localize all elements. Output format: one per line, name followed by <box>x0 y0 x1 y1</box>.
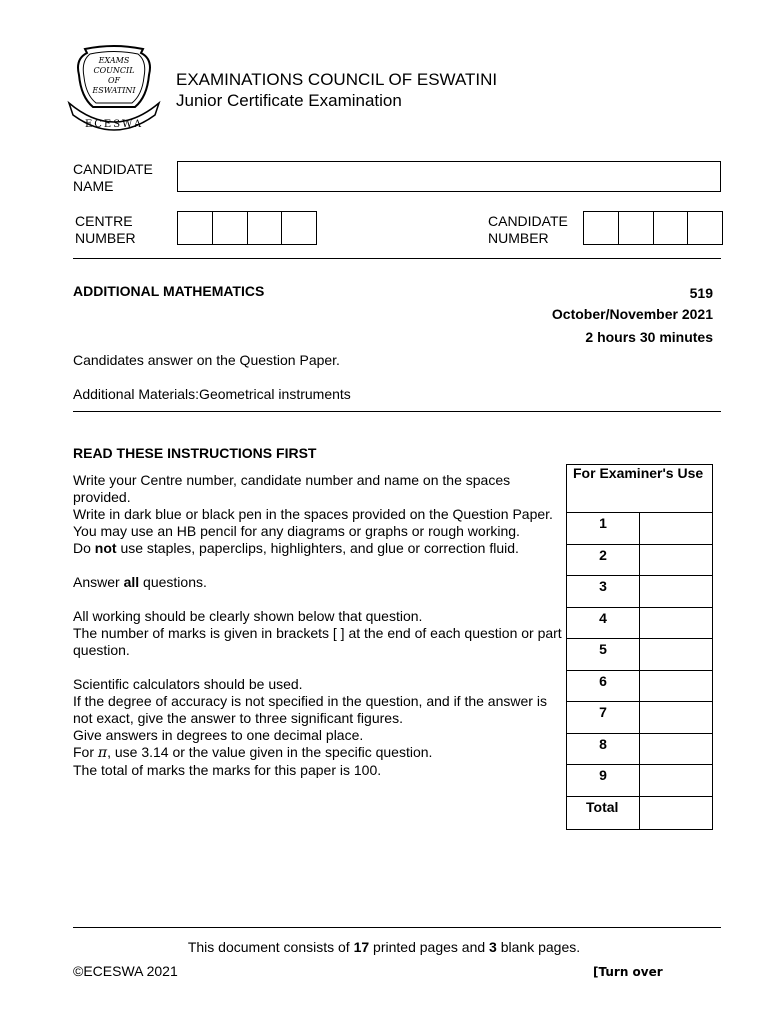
logo-text-4: ESWATINI <box>92 86 136 95</box>
text: For <box>73 744 98 760</box>
question-number: 4 <box>567 608 640 639</box>
table-row <box>567 545 712 577</box>
logo-text-2: COUNCIL <box>93 66 135 75</box>
total-mark-cell[interactable] <box>640 797 712 829</box>
emphasis: all <box>123 574 140 590</box>
instruction-line: All working should be clearly shown below that question. <box>73 608 423 624</box>
instruction-line <box>73 540 563 557</box>
table-row <box>567 765 712 797</box>
instruction-line <box>73 744 563 762</box>
footer-divider <box>73 927 721 928</box>
examiner-use-table <box>566 464 713 830</box>
mark-cell[interactable] <box>640 734 712 765</box>
centre-number-label <box>75 213 136 247</box>
question-number: 5 <box>567 639 640 670</box>
question-number: 7 <box>567 702 640 733</box>
text: Answer <box>73 574 124 590</box>
text: This document consists of <box>187 939 354 955</box>
printed-page-count: 17 <box>353 939 370 955</box>
divider <box>73 258 721 259</box>
copyright: ©ECESWA 2021 <box>73 963 178 979</box>
mark-cell[interactable] <box>640 576 712 607</box>
logo-text-1: EXAMS <box>98 56 130 65</box>
mark-cell[interactable] <box>640 765 712 796</box>
table-row <box>567 513 712 545</box>
turn-over-note: [Turn over <box>593 965 663 979</box>
candidate-number-field[interactable] <box>583 211 723 245</box>
instruction-line: The number of marks is given in brackets [ ] at the end of each question or part question. <box>73 625 562 658</box>
instruction-line: Write your Centre number, candidate number and name on the spaces provided. <box>73 472 511 505</box>
divider <box>73 411 721 412</box>
centre-digit-box[interactable] <box>213 212 248 244</box>
centre-number-label-line1: CENTRE <box>75 213 133 229</box>
question-number: 8 <box>567 734 640 765</box>
logo-text-3: OF <box>107 76 121 85</box>
centre-digit-box[interactable] <box>248 212 283 244</box>
candidate-digit-box[interactable] <box>584 212 619 244</box>
instruction-line: Write in dark blue or black pen in the spaces provided on the Question Paper. <box>73 506 553 522</box>
candidate-number-label <box>488 213 568 247</box>
centre-digit-box[interactable] <box>178 212 213 244</box>
total-label: Total <box>567 797 640 829</box>
page-count-note <box>0 939 768 956</box>
text: questions. <box>139 574 207 590</box>
pi-symbol: π <box>97 745 108 761</box>
candidate-digit-box[interactable] <box>619 212 654 244</box>
candidate-name-field[interactable] <box>177 161 721 192</box>
text: use staples, paperclips, highlighters, and glue or correction fluid. <box>116 540 519 556</box>
mark-cell[interactable] <box>640 513 712 544</box>
emphasis: not <box>94 540 117 556</box>
question-number: 6 <box>567 671 640 702</box>
mark-cell[interactable] <box>640 639 712 670</box>
centre-number-label-line2: NUMBER <box>75 230 136 246</box>
candidate-number-label-line2: NUMBER <box>488 230 549 246</box>
table-row <box>567 639 712 671</box>
candidate-digit-box[interactable] <box>688 212 722 244</box>
exam-duration: 2 hours 30 minutes <box>585 329 713 345</box>
instruction-line: If the degree of accuracy is not specified in the question, and if the answer is not exact, give the answer to three significant figures. <box>73 693 547 726</box>
mark-cell[interactable] <box>640 702 712 733</box>
instruction-line: Give answers in degrees to one decimal place. <box>73 727 364 743</box>
centre-number-field[interactable] <box>177 211 317 245</box>
question-number: 2 <box>567 545 640 576</box>
instruction-line <box>73 574 563 591</box>
text: Do <box>73 540 95 556</box>
table-row <box>567 608 712 640</box>
exam-session: October/November 2021 <box>551 306 713 322</box>
instruction-line: You may use an HB pencil for any diagrams or graphs or rough working. <box>73 523 520 539</box>
paper-code: 519 <box>689 285 713 301</box>
additional-materials: Additional Materials:Geometrical instruments <box>73 386 351 402</box>
instructions-heading: READ THESE INSTRUCTIONS FIRST <box>73 445 317 461</box>
table-row-total <box>567 797 712 829</box>
candidate-name-label-line2: NAME <box>73 178 114 194</box>
instruction-line: The total of marks the marks for this paper is 100. <box>73 762 382 778</box>
table-row <box>567 576 712 608</box>
subject-title: ADDITIONAL MATHEMATICS <box>73 283 265 299</box>
eceswa-crest-logo <box>63 45 165 133</box>
examiner-use-heading: For Examiner's Use <box>567 465 712 513</box>
table-row <box>567 702 712 734</box>
blank-page-count: 3 <box>489 939 497 955</box>
mark-cell[interactable] <box>640 608 712 639</box>
table-row <box>567 734 712 766</box>
answer-note: Candidates answer on the Question Paper. <box>73 352 340 368</box>
question-number: 3 <box>567 576 640 607</box>
text: blank pages. <box>496 939 581 955</box>
table-row <box>567 671 712 703</box>
text: printed pages and <box>369 939 490 955</box>
candidate-number-label-line1: CANDIDATE <box>488 213 568 229</box>
question-number: 9 <box>567 765 640 796</box>
text: , use 3.14 or the value given in the specific question. <box>107 744 433 760</box>
examination-title: Junior Certificate Examination <box>176 91 402 110</box>
instructions-body <box>73 472 563 779</box>
centre-digit-box[interactable] <box>282 212 316 244</box>
candidate-name-label <box>73 161 153 195</box>
candidate-name-label-line1: CANDIDATE <box>73 161 153 177</box>
candidate-digit-box[interactable] <box>654 212 689 244</box>
logo-banner-text: ECESWA <box>84 119 144 130</box>
mark-cell[interactable] <box>640 671 712 702</box>
question-number: 1 <box>567 513 640 544</box>
instruction-line: Scientific calculators should be used. <box>73 676 303 692</box>
mark-cell[interactable] <box>640 545 712 576</box>
organisation-name: EXAMINATIONS COUNCIL OF ESWATINI <box>176 70 498 89</box>
